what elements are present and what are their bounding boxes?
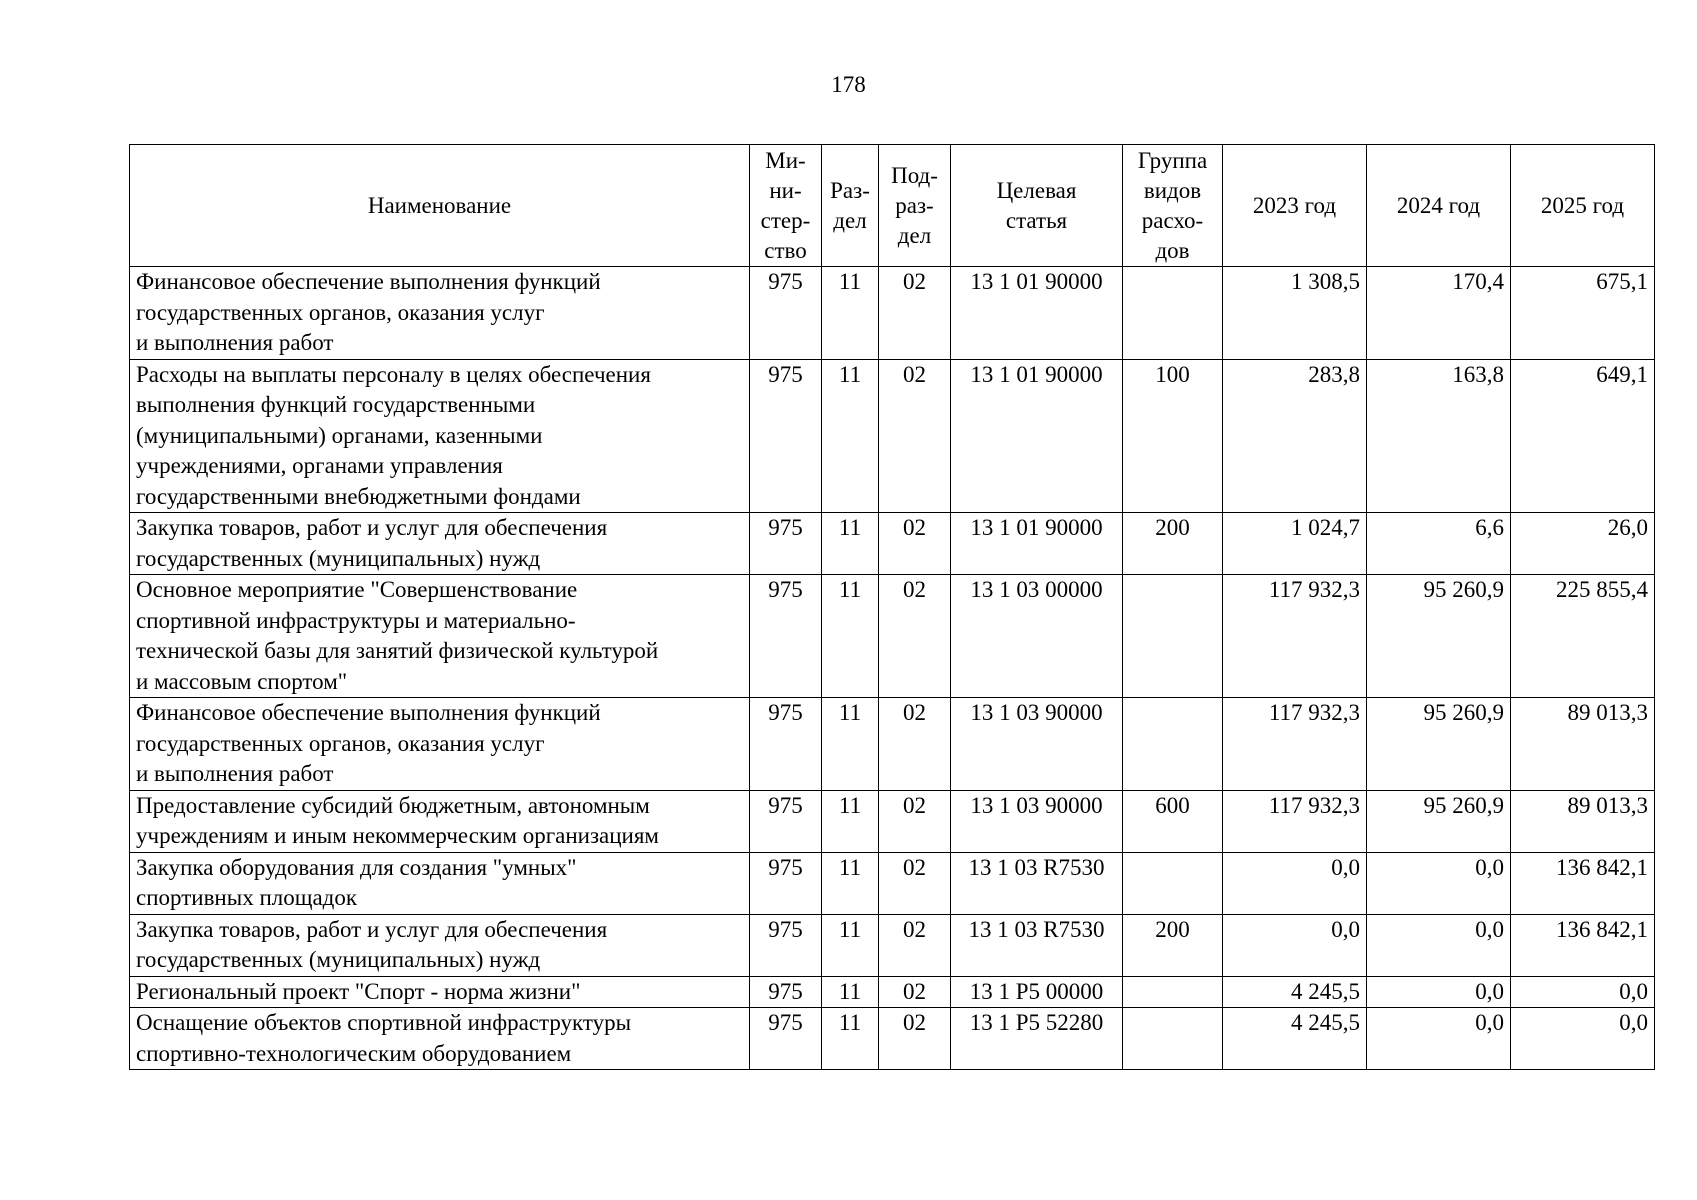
cell-ministry: 975 (750, 790, 822, 852)
name-line: технической базы для занятий физической культурой (136, 638, 659, 663)
name-line: спортивных площадок (136, 885, 358, 910)
header-line: расхо- (1141, 207, 1204, 233)
cell-group (1123, 575, 1223, 698)
name-line: Основное мероприятие "Совершенствование (136, 577, 578, 602)
header-line: стер- (760, 207, 811, 233)
cell-ministry: 975 (750, 267, 822, 360)
header-line: Целевая (996, 177, 1077, 203)
cell-2025: 89 013,3 (1511, 698, 1655, 791)
name-line: государственных (муниципальных) нужд (136, 947, 541, 972)
header-2024: 2024 год (1367, 145, 1511, 267)
name-line: Оснащение объектов спортивной инфраструктуры (136, 1010, 632, 1035)
name-line: Региональный проект "Спорт - норма жизни" (136, 978, 581, 1004)
header-line: Под- (891, 162, 938, 188)
cell-2023: 1 308,5 (1223, 267, 1367, 360)
cell-2024: 6,6 (1367, 513, 1511, 575)
name-line: государственных органов, оказания услуг (136, 299, 545, 325)
name-line: выполнения функций государственными (136, 392, 536, 417)
cell-2025: 0,0 (1511, 976, 1655, 1008)
name-line: учреждениям и иным некоммерческим организациям (136, 823, 659, 848)
cell-group (1123, 852, 1223, 914)
name-line: Закупка товаров, работ и услуг для обеспечения (136, 916, 608, 942)
header-line: Ми- (765, 147, 806, 173)
header-line: статья (1005, 207, 1068, 233)
cell-subsection: 02 (879, 1008, 951, 1070)
cell-2024: 170,4 (1367, 267, 1511, 360)
cell-2024: 95 260,9 (1367, 790, 1511, 852)
cell-section: 11 (822, 513, 879, 575)
cell-2025: 136 842,1 (1511, 914, 1655, 976)
cell-2023: 0,0 (1223, 852, 1367, 914)
cell-2024: 0,0 (1367, 1008, 1511, 1070)
name-line: Закупка оборудования для создания "умных" (136, 854, 577, 880)
cell-2024: 0,0 (1367, 914, 1511, 976)
cell-target: 13 1 03 90000 (951, 698, 1123, 791)
name-line: Финансовое обеспечение выполнения функций (136, 700, 601, 725)
name-line: Предоставление субсидий бюджетным, автономным (136, 792, 650, 818)
cell-name (130, 1008, 750, 1070)
header-line: дов (1155, 237, 1190, 263)
table-row (130, 267, 1655, 360)
table-row (130, 698, 1655, 791)
cell-name (130, 790, 750, 852)
cell-2025: 675,1 (1511, 267, 1655, 360)
cell-target: 13 1 01 90000 (951, 359, 1123, 513)
cell-subsection: 02 (879, 267, 951, 360)
cell-name (130, 976, 750, 1008)
cell-name (130, 698, 750, 791)
table-row (130, 790, 1655, 852)
name-line: (муниципальными) органами, казенными (136, 422, 543, 448)
cell-2023: 1 024,7 (1223, 513, 1367, 575)
cell-2024: 95 260,9 (1367, 698, 1511, 791)
cell-subsection: 02 (879, 359, 951, 513)
header-line: дел (833, 207, 867, 233)
header-row (130, 145, 1655, 267)
cell-group (1123, 267, 1223, 360)
cell-ministry: 975 (750, 852, 822, 914)
cell-2025: 0,0 (1511, 1008, 1655, 1070)
cell-section: 11 (822, 914, 879, 976)
cell-2024: 95 260,9 (1367, 575, 1511, 698)
cell-name (130, 267, 750, 360)
name-line: Закупка товаров, работ и услуг для обеспечения (136, 515, 608, 540)
cell-subsection: 02 (879, 914, 951, 976)
cell-ministry: 975 (750, 698, 822, 791)
cell-ministry: 975 (750, 1008, 822, 1070)
name-line: учреждениями, органами управления (136, 453, 503, 478)
cell-name (130, 513, 750, 575)
cell-group (1123, 698, 1223, 791)
cell-name (130, 575, 750, 698)
cell-2024: 163,8 (1367, 359, 1511, 513)
cell-2023: 4 245,5 (1223, 976, 1367, 1008)
cell-2023: 117 932,3 (1223, 575, 1367, 698)
cell-target: 13 1 03 R7530 (951, 914, 1123, 976)
cell-subsection: 02 (879, 575, 951, 698)
cell-section: 11 (822, 1008, 879, 1070)
cell-section: 11 (822, 976, 879, 1008)
cell-2025: 136 842,1 (1511, 852, 1655, 914)
header-2023: 2023 год (1223, 145, 1367, 267)
cell-subsection: 02 (879, 513, 951, 575)
cell-group: 200 (1123, 513, 1223, 575)
table-body (130, 267, 1655, 1070)
header-line: ни- (769, 177, 802, 203)
cell-2023: 0,0 (1223, 914, 1367, 976)
name-line: государственными внебюджетными фондами (136, 483, 581, 509)
table-row (130, 513, 1655, 575)
cell-2023: 4 245,5 (1223, 1008, 1367, 1070)
cell-ministry: 975 (750, 359, 822, 513)
header-line: Раз- (830, 177, 870, 203)
cell-ministry: 975 (750, 914, 822, 976)
cell-section: 11 (822, 790, 879, 852)
cell-group: 600 (1123, 790, 1223, 852)
page-number: 178 (831, 72, 866, 97)
header-section (822, 145, 879, 267)
name-line: государственных (муниципальных) нужд (136, 545, 541, 571)
header-group (1123, 145, 1223, 267)
cell-target: 13 1 01 90000 (951, 513, 1123, 575)
header-subsection (879, 145, 951, 267)
cell-section: 11 (822, 852, 879, 914)
header-line: видов (1143, 177, 1202, 203)
cell-name (130, 359, 750, 513)
cell-subsection: 02 (879, 976, 951, 1008)
cell-2024: 0,0 (1367, 976, 1511, 1008)
header-line: ство (764, 237, 807, 263)
cell-group: 100 (1123, 359, 1223, 513)
cell-2024: 0,0 (1367, 852, 1511, 914)
cell-target: 13 1 03 00000 (951, 575, 1123, 698)
name-line: Расходы на выплаты персоналу в целях обеспечения (136, 361, 651, 387)
cell-name (130, 852, 750, 914)
name-line: Финансовое обеспечение выполнения функций (136, 269, 601, 294)
cell-subsection: 02 (879, 698, 951, 791)
header-2025: 2025 год (1511, 145, 1655, 267)
cell-2025: 649,1 (1511, 359, 1655, 513)
table-row (130, 852, 1655, 914)
table-row (130, 1008, 1655, 1070)
header-line: дел (897, 222, 932, 248)
cell-section: 11 (822, 698, 879, 791)
cell-section: 11 (822, 267, 879, 360)
cell-group (1123, 1008, 1223, 1070)
name-line: спортивно-технологическим оборудованием (136, 1040, 572, 1066)
cell-2023: 117 932,3 (1223, 790, 1367, 852)
cell-target: 13 1 03 90000 (951, 790, 1123, 852)
name-line: и выполнения работ (136, 761, 334, 786)
name-line: государственных органов, оказания услуг (136, 730, 545, 756)
name-line: спортивной инфраструктуры и материально- (136, 607, 576, 633)
cell-target: 13 1 P5 00000 (951, 976, 1123, 1008)
table-row (130, 575, 1655, 698)
header-name: Наименование (130, 145, 750, 267)
table-row (130, 359, 1655, 513)
cell-2025: 89 013,3 (1511, 790, 1655, 852)
table-row (130, 914, 1655, 976)
header-ministry (750, 145, 822, 267)
cell-subsection: 02 (879, 852, 951, 914)
cell-section: 11 (822, 359, 879, 513)
cell-target: 13 1 01 90000 (951, 267, 1123, 360)
cell-name (130, 914, 750, 976)
cell-group (1123, 976, 1223, 1008)
header-line: раз- (895, 192, 934, 218)
header-target (951, 145, 1123, 267)
cell-ministry: 975 (750, 976, 822, 1008)
cell-group: 200 (1123, 914, 1223, 976)
cell-section: 11 (822, 575, 879, 698)
cell-subsection: 02 (879, 790, 951, 852)
cell-2023: 283,8 (1223, 359, 1367, 513)
table-row (130, 976, 1655, 1008)
cell-2025: 225 855,4 (1511, 575, 1655, 698)
budget-table (129, 144, 1655, 1070)
header-line: Группа (1137, 147, 1208, 173)
cell-2025: 26,0 (1511, 513, 1655, 575)
cell-target: 13 1 03 R7530 (951, 852, 1123, 914)
cell-ministry: 975 (750, 513, 822, 575)
cell-2023: 117 932,3 (1223, 698, 1367, 791)
name-line: и выполнения работ (136, 330, 334, 355)
name-line: и массовым спортом" (136, 668, 348, 694)
cell-ministry: 975 (750, 575, 822, 698)
cell-target: 13 1 P5 52280 (951, 1008, 1123, 1070)
